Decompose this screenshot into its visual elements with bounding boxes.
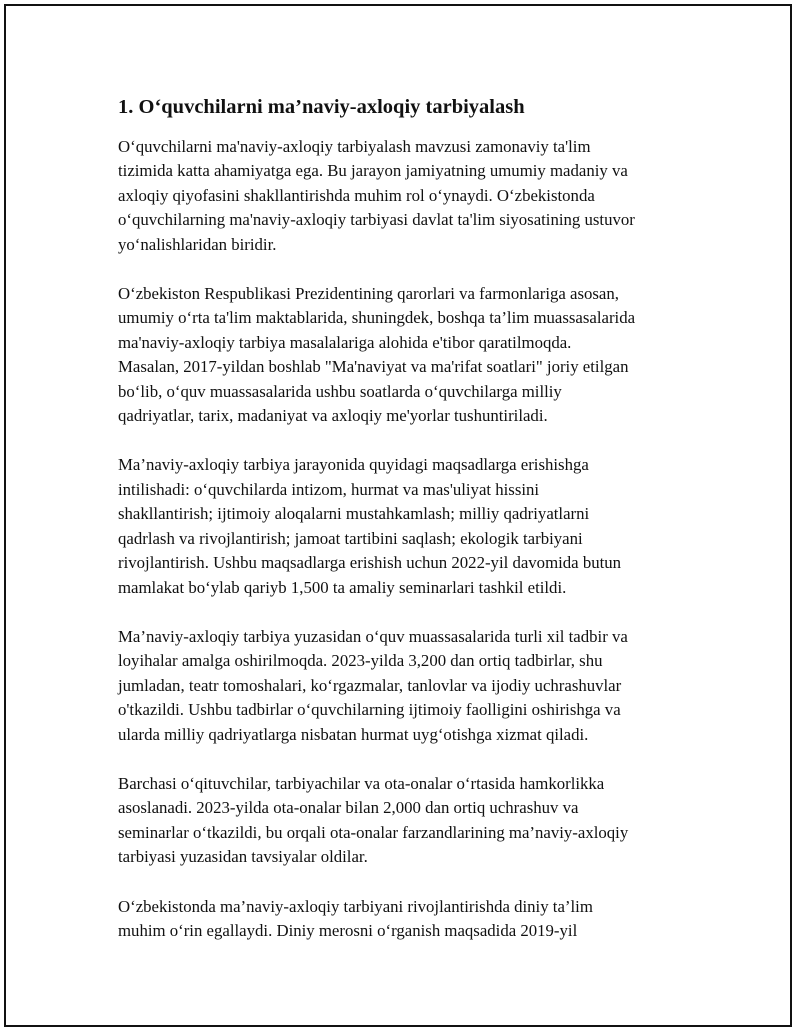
paragraph-line: qadriyatlar, tarix, madaniyat va axloqiy me'yorlar tushuntiriladi.: [118, 406, 548, 426]
paragraph-line: rivojlantirish. Ushbu maqsadlarga erishish uchun 2022-yil davomida butun: [118, 553, 622, 573]
paragraph-4: [118, 625, 698, 747]
paragraph-line: yo‘nalishlaridan biridir.: [118, 234, 277, 254]
paragraph-line: mamlakat bo‘ylab qariyb 1,500 ta amaliy seminarlari tashkil etildi.: [118, 577, 567, 597]
document-body: [118, 93, 698, 968]
paragraph-line: Ma’naviy-axloqiy tarbiya jarayonida quyidagi maqsadlarga erishishga: [118, 455, 589, 475]
paragraph-line: asoslanadi. 2023-yilda ota-onalar bilan 2,000 dan ortiq uchrashuv va: [118, 798, 579, 818]
paragraph-line: Masalan, 2017-yildan boshlab "Ma'naviyat va ma'rifat soatlari" joriy etilgan: [118, 357, 629, 377]
section-heading: 1. O‘quvchilarni ma’naviy-axloqiy tarbiyalash: [118, 96, 525, 118]
paragraph-line: Ma’naviy-axloqiy tarbiya yuzasidan o‘quv muassasalarida turli xil tadbir va: [118, 626, 628, 646]
paragraph-line: umumiy o‘rta ta'lim maktablarida, shuningdek, boshqa ta’lim muassasalarida: [118, 308, 636, 328]
paragraph-line: ma'naviy-axloqiy tarbiya masalalariga alohida e'tibor qaratilmoqda.: [118, 332, 572, 352]
paragraph-line: tizimida katta ahamiyatga ega. Bu jarayon jamiyatning umumiy madaniy va: [118, 161, 628, 181]
paragraph-line: o'tkazildi. Ushbu tadbirlar o‘quvchilarning ijtimoiy faolligini oshirishga va: [118, 700, 621, 720]
paragraph-line: loyihalar amalga oshirilmoqda. 2023-yilda 3,200 dan ortiq tadbirlar, shu: [118, 651, 603, 671]
paragraph-line: O‘zbekistonda ma’naviy-axloqiy tarbiyani rivojlantirishda diniy ta’lim: [118, 896, 593, 916]
paragraph-line: axloqiy qiyofasini shakllantirishda muhim rol o‘ynaydi. O‘zbekistonda: [118, 185, 595, 205]
paragraph-line: O‘quvchilarni ma'naviy-axloqiy tarbiyalash mavzusi zamonaviy ta'lim: [118, 137, 591, 156]
paragraph-line: jumladan, teatr tomoshalari, ko‘rgazmalar, tanlovlar va ijodiy uchrashuvlar: [118, 675, 622, 695]
paragraph-line: O‘zbekiston Respublikasi Prezidentining qarorlari va farmonlariga asosan,: [118, 284, 619, 304]
paragraph-line: ularda milliy qadriyatlarga nisbatan hurmat uyg‘otishga xizmat qiladi.: [118, 724, 589, 744]
paragraph-line: intilishadi: o‘quvchilarda intizom, hurmat va mas'uliyat hissini: [118, 479, 540, 499]
paragraph-line: qadrlash va rivojlantirish; jamoat tartibini saqlash; ekologik tarbiyani: [118, 528, 583, 548]
paragraph-line: o‘quvchilarning ma'naviy-axloqiy tarbiyasi davlat ta'lim siyosatining ustuvor: [118, 210, 635, 230]
paragraph-line: Barchasi o‘qituvchilar, tarbiyachilar va ota-onalar o‘rtasida hamkorlikka: [118, 773, 605, 793]
paragraph-3: [118, 453, 698, 599]
paragraph-5: [118, 772, 698, 870]
paragraph-line: seminarlar o‘tkazildi, bu orqali ota-onalar farzandlarining ma’naviy-axloqiy: [118, 822, 629, 842]
paragraph-line: muhim o‘rin egallaydi. Diniy merosni o‘rganish maqsadida 2019-yil: [118, 920, 578, 940]
paragraph-2: [118, 282, 698, 428]
paragraph-line: bo‘lib, o‘quv muassasalarida ushbu soatlarda o‘quvchilarga milliy: [118, 381, 562, 401]
paragraph-line: shakllantirish; ijtimoiy aloqalarni mustahkamlash; milliy qadriyatlarni: [118, 504, 590, 524]
paragraph-line: tarbiyasi yuzasidan tavsiyalar oldilar.: [118, 847, 368, 867]
paragraph-6: [118, 895, 698, 944]
paragraph-1: [118, 135, 698, 257]
